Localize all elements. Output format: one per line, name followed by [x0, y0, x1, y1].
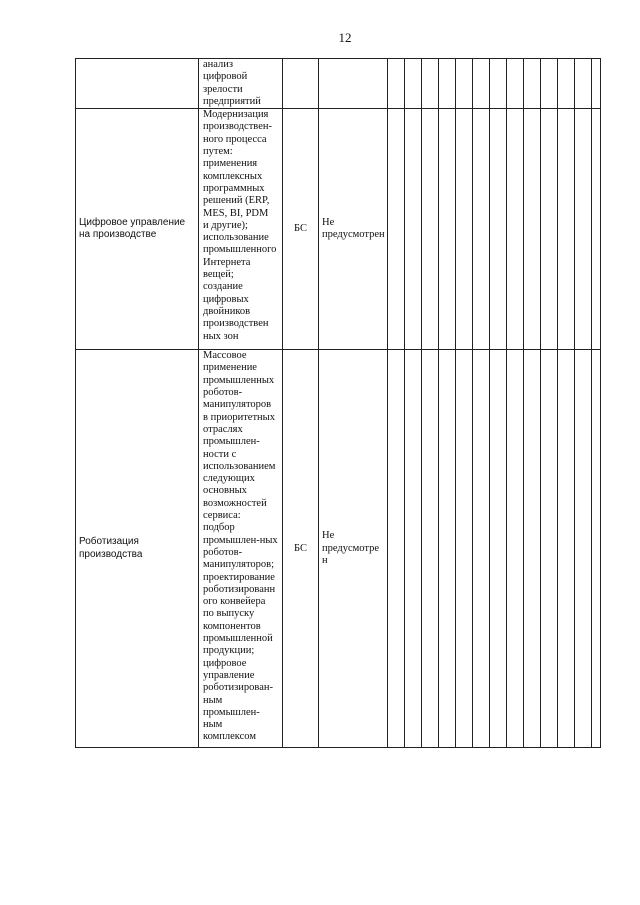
description-line: роботизированн [203, 583, 276, 595]
description-line: промышленной [203, 633, 273, 645]
empty-cell [507, 59, 524, 109]
description-line: и другие); [203, 219, 248, 231]
description-line: промышлен- [203, 436, 260, 448]
description-line: сервиса: [203, 510, 241, 522]
description-line: комплексных [203, 170, 263, 182]
description-line: подбор [203, 522, 235, 534]
description-line: комплексом [203, 731, 256, 743]
empty-cell [388, 350, 405, 748]
description-line: использование [203, 232, 269, 244]
empty-cell [558, 109, 575, 350]
description-cell [199, 109, 283, 350]
description-line: Интернета [203, 256, 251, 268]
empty-cell [422, 350, 439, 748]
empty-cell [405, 109, 422, 350]
description-cell [199, 350, 283, 748]
description-line: в приоритетных [203, 411, 275, 423]
description-line: применение [203, 362, 257, 374]
direction-cell [76, 59, 199, 109]
description-line: ного процесса [203, 133, 267, 145]
table-row [76, 350, 601, 748]
description-line: создание [203, 281, 243, 293]
table-row [76, 109, 601, 350]
description-line: MES, BI, PDM [203, 207, 269, 219]
note-cell [319, 350, 388, 748]
table-row [76, 59, 601, 109]
description-line: промышлен- [203, 706, 260, 718]
empty-cell [439, 109, 456, 350]
description-line: основных [203, 485, 247, 497]
empty-cell [558, 59, 575, 109]
empty-cell [473, 350, 490, 748]
note-line: Не [322, 530, 335, 542]
description-line: промышленного [203, 244, 277, 256]
description-line: цифровых [203, 293, 249, 305]
empty-cell [524, 59, 541, 109]
description-line: следующих [203, 473, 255, 485]
description-line: ого конвейера [203, 596, 266, 608]
description-line: вещей; [203, 269, 234, 281]
description-line: программных [203, 182, 265, 194]
description-line: роботов- [203, 546, 243, 558]
empty-cell [575, 59, 592, 109]
description-line: зрелости [203, 83, 243, 95]
description-line: Модернизация [203, 109, 269, 121]
description-line: проектирование [203, 571, 275, 583]
empty-cell [473, 59, 490, 109]
note-line: Не [322, 216, 335, 228]
description-line: путем: [203, 146, 233, 158]
empty-cell [575, 109, 592, 350]
empty-cell [592, 59, 601, 109]
description-line: ным [203, 694, 223, 706]
empty-cell [490, 350, 507, 748]
page-number: 12 [338, 30, 352, 45]
description-line: применения [203, 158, 258, 170]
empty-cell [592, 350, 601, 748]
direction-cell: Роботизация производства [76, 350, 199, 748]
description-line: промышлен-ных [203, 534, 278, 546]
description-line: промышленных [203, 374, 275, 386]
empty-cell [388, 109, 405, 350]
description-line: отраслях [203, 423, 243, 435]
note-line: н [322, 554, 328, 566]
description-line: решений (ERP, [203, 195, 270, 207]
empty-cell [507, 350, 524, 748]
description-line: продукции; [203, 645, 255, 657]
empty-cell [456, 59, 473, 109]
description-cell [199, 59, 283, 109]
empty-cell [490, 109, 507, 350]
description-line: манипуляторов; [203, 559, 275, 571]
empty-cell [558, 350, 575, 748]
empty-cell [422, 109, 439, 350]
description-line: ных зон [203, 330, 239, 342]
empty-cell [422, 59, 439, 109]
description-line: компонентов [203, 620, 261, 632]
empty-cell [405, 350, 422, 748]
empty-cell [507, 109, 524, 350]
empty-cell [388, 59, 405, 109]
description-line: предприятий [203, 95, 261, 107]
code-cell: БС [283, 109, 319, 350]
code-cell: БС [283, 350, 319, 748]
description-line: анализ [203, 59, 234, 70]
empty-cell [575, 350, 592, 748]
empty-cell [524, 350, 541, 748]
description-line: управление [203, 669, 255, 681]
note-line: предусмотре [322, 542, 380, 554]
description-line: возможностей [203, 497, 267, 509]
description-line: по выпуску [203, 608, 255, 620]
description-line: цифровое [203, 657, 247, 669]
empty-cell [541, 59, 558, 109]
description-line: цифровой [203, 71, 248, 83]
description-line: роботизирован- [203, 682, 274, 694]
empty-cell [592, 109, 601, 350]
empty-cell [456, 109, 473, 350]
direction-cell: Цифровое управление на производстве [76, 109, 199, 350]
empty-cell [405, 59, 422, 109]
code-cell [283, 59, 319, 109]
description-line: использованием [203, 460, 276, 472]
empty-cell [456, 350, 473, 748]
note-cell [319, 59, 388, 109]
empty-cell [439, 59, 456, 109]
description-line: производствен [203, 318, 269, 330]
empty-cell [473, 109, 490, 350]
data-table [75, 58, 601, 748]
note-cell [319, 109, 388, 350]
description-line: роботов- [203, 387, 243, 399]
empty-cell [490, 59, 507, 109]
description-line: Массовое [203, 350, 247, 362]
description-line: двойников [203, 305, 251, 317]
description-line: ным [203, 719, 223, 731]
description-line: производствен- [203, 121, 272, 133]
empty-cell [524, 109, 541, 350]
description-line: ности с [203, 448, 237, 460]
empty-cell [541, 109, 558, 350]
empty-cell [439, 350, 456, 748]
empty-cell [541, 350, 558, 748]
note-line: предусмотрен [322, 229, 385, 241]
description-line: манипуляторов [203, 399, 272, 411]
